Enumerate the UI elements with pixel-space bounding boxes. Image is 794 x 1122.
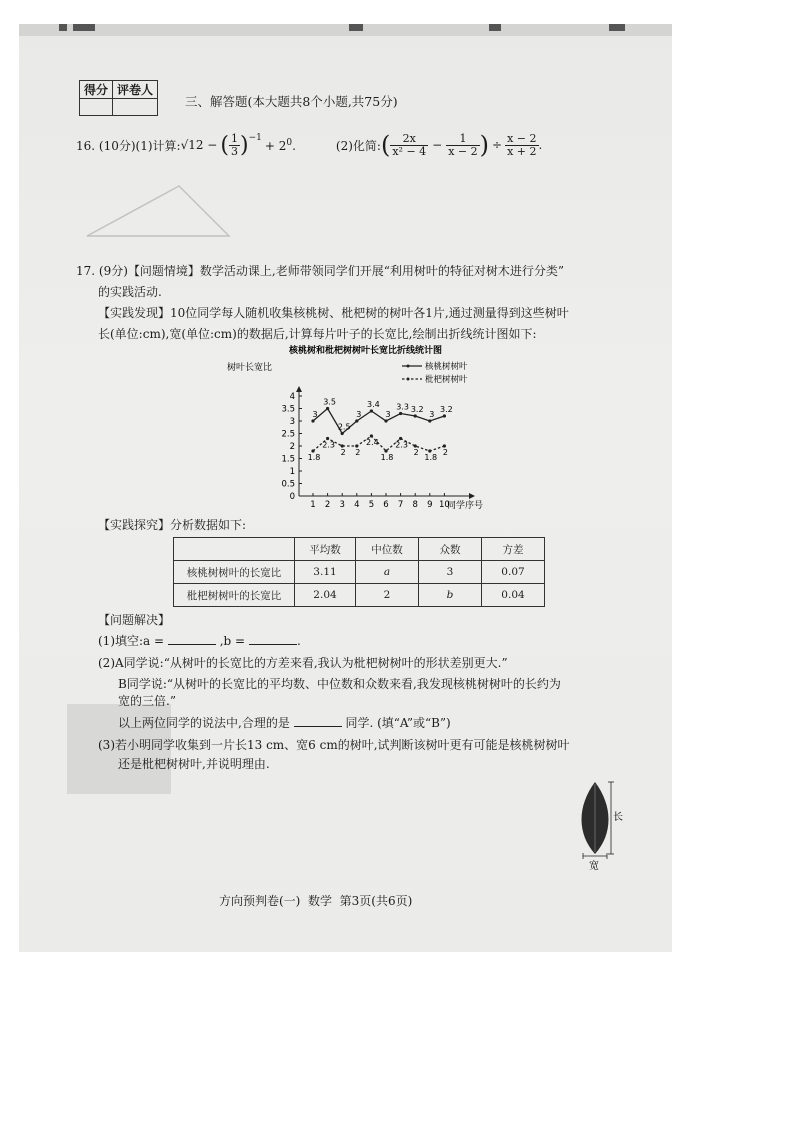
- data-point: [355, 419, 358, 422]
- grader-label: 评卷人: [113, 81, 158, 99]
- y-tick-label: 2.5: [281, 429, 295, 440]
- data-label: 1.8: [307, 453, 321, 462]
- q17-part2-a: (2)A同学说:“从树叶的长宽比的方差来看,我认为枇杷树树叶的形状差别更大.”: [98, 656, 508, 670]
- data-point: [311, 419, 314, 422]
- data-label: 3.4: [367, 400, 380, 409]
- table-row: [174, 584, 545, 607]
- chart-xlabel: 同学序号: [447, 501, 484, 511]
- table-cell: 3: [419, 561, 482, 584]
- exam-page: [19, 24, 672, 952]
- q17-part3-a: (3)若小明同学收集到一片长13 cm、宽6 cm的树叶,试判断该树叶更有可能是核桃树树叶: [98, 738, 570, 752]
- x-tick-label: 7: [397, 500, 404, 510]
- data-label: 3: [356, 410, 362, 419]
- table-cell: 0.07: [482, 561, 545, 584]
- answer-blank-b[interactable]: [249, 632, 297, 645]
- x-tick-label: 3: [339, 500, 345, 510]
- leaf-width-label: 宽: [589, 861, 599, 871]
- data-label: 2: [442, 448, 448, 457]
- y-tick-label: 3: [289, 417, 295, 427]
- table-cell: 枇杷树树叶的长宽比: [174, 584, 295, 607]
- x-tick-label: 8: [412, 500, 418, 510]
- x-tick-label: 6: [383, 500, 389, 510]
- q17-part2-d-label: 以上两位同学的说法中,合理的是: [118, 716, 290, 730]
- data-point: [399, 412, 402, 415]
- x-tick-label: 4: [354, 500, 360, 510]
- q17-line2: 的实践活动.: [98, 285, 162, 299]
- q17-part2-c: 宽的三倍.”: [118, 694, 176, 708]
- data-point: [341, 432, 344, 435]
- score-cell: [80, 99, 113, 116]
- table-cell: 3.11: [295, 561, 356, 584]
- y-tick-label: 3.5: [281, 404, 295, 415]
- data-label: 2: [340, 448, 346, 457]
- explore-heading: 【实践探究】分析数据如下:: [98, 518, 247, 532]
- legend-series-2: 枇杷树树叶: [425, 375, 468, 385]
- data-label: 1.8: [380, 453, 394, 462]
- q17-part3-b: 还是枇杷树树叶,并说明理由.: [118, 757, 270, 771]
- y-tick-label: 4: [289, 392, 295, 402]
- leaf-figure: [575, 776, 635, 871]
- table-cell: a: [356, 561, 419, 584]
- x-tick-label: 2: [324, 500, 331, 510]
- data-label: 3.3: [396, 402, 409, 412]
- data-point: [443, 414, 446, 417]
- stats-table: [173, 537, 545, 607]
- table-header-cell: 平均数: [295, 538, 356, 561]
- q16-expr1: √12 − ( 1 3 ) $^{-1}$ + $2^0$.: [180, 131, 296, 158]
- q17-part1: (1)填空:a = ,b = .: [98, 634, 301, 648]
- q17-part2-e-label: 同学. (填“A”或“B”): [345, 716, 451, 730]
- grader-cell: [113, 99, 158, 116]
- table-row: [174, 561, 545, 584]
- answer-blank-a[interactable]: [168, 632, 216, 645]
- score-label: 得分: [80, 81, 113, 99]
- chart-title: 核桃树和枇杷树树叶长宽比折线统计图: [289, 346, 443, 356]
- score-box: [79, 80, 158, 116]
- table-cell: 2: [356, 584, 419, 607]
- table-cell: 核桃树树叶的长宽比: [174, 561, 295, 584]
- data-label: 2.5: [337, 422, 351, 432]
- solve-heading: 【问题解决】: [98, 613, 171, 627]
- data-label: 2.3: [322, 440, 335, 450]
- answer-blank-ab[interactable]: [294, 714, 342, 727]
- chart-ylabel: 树叶长宽比: [227, 363, 273, 373]
- q17-part1-label: (1)填空:a =: [98, 634, 165, 648]
- section-header: 三、解答题(本大题共8个小题,共75分): [185, 94, 398, 109]
- q17-part2-d: [118, 714, 451, 731]
- y-tick-label: 0.5: [281, 479, 295, 490]
- data-point: [326, 407, 329, 410]
- q16-part2-label: (2)化简:: [335, 138, 381, 153]
- q16-label: 16. (10分)(1)计算:: [76, 138, 181, 153]
- x-axis-arrow: [469, 493, 475, 499]
- q17-line1: 17. (9分)【问题情境】数学活动课上,老师带领同学们开展“利用树叶的特征对树木进行分类”: [76, 264, 564, 278]
- data-point: [414, 414, 417, 417]
- data-label: 3: [429, 410, 435, 419]
- q16-row: [76, 131, 542, 159]
- data-point: [428, 419, 431, 422]
- table-header-cell: 众数: [419, 538, 482, 561]
- table-header-cell: 中位数: [356, 538, 419, 561]
- data-label: 2.3: [395, 440, 408, 450]
- data-label: 3: [312, 410, 318, 419]
- q17-line4: 长(单位:cm),宽(单位:cm)的数据后,计算每片叶子的长宽比,绘制出折线统计图如下:: [98, 327, 537, 341]
- data-label: 3.2: [440, 405, 453, 414]
- data-point: [384, 419, 387, 422]
- y-axis-arrow: [296, 386, 302, 392]
- leaf-length-label: 长: [613, 812, 623, 823]
- bleed-through-triangle: [79, 174, 239, 244]
- data-label: 3.2: [410, 405, 424, 414]
- x-tick-label: 5: [368, 500, 375, 510]
- top-edge-strip: [19, 24, 672, 36]
- x-tick-label: 10: [438, 500, 450, 510]
- data-label: 2.4: [366, 438, 379, 447]
- x-tick-label: 9: [427, 500, 433, 510]
- y-tick-label: 0: [289, 492, 295, 502]
- y-tick-label: 1: [289, 467, 295, 477]
- data-label: 2: [355, 448, 361, 457]
- y-tick-label: 2: [289, 442, 295, 452]
- table-header-cell: 方差: [482, 538, 545, 561]
- page-footer: 方向预判卷(一) 数学 第3页(共6页): [219, 894, 413, 908]
- data-label: 1.8: [424, 453, 438, 462]
- table-cell: 0.04: [482, 584, 545, 607]
- data-label: 2: [413, 448, 419, 457]
- q17-part1-label-b: ,b =: [219, 634, 246, 648]
- table-cell: 2.04: [295, 584, 356, 607]
- table-header-cell: [174, 538, 295, 561]
- q16-expr2: ( 2x x² − 4 − $\frac{1}{x - 2}$ ) ÷ $\frac{x - 2}{x + 2}$ .: [380, 131, 543, 159]
- legend-series-1: 核桃树树叶: [425, 362, 468, 372]
- series-line-1: [313, 409, 444, 434]
- x-tick-label: 1: [310, 500, 316, 510]
- chart-legend: [402, 361, 468, 385]
- q17-line3: 【实践发现】10位同学每人随机收集核桃树、枇杷树的树叶各1片,通过测量得到这些树叶: [98, 306, 569, 320]
- data-point: [370, 409, 373, 412]
- table-cell: b: [419, 584, 482, 607]
- line-chart: [227, 342, 527, 518]
- q17-part2-b: B同学说:“从树叶的长宽比的平均数、中位数和众数来看,我发现核桃树树叶的长约为: [118, 677, 561, 691]
- data-label: 3.5: [323, 397, 336, 407]
- y-tick-label: 1.5: [281, 454, 295, 465]
- data-label: 3: [385, 410, 391, 419]
